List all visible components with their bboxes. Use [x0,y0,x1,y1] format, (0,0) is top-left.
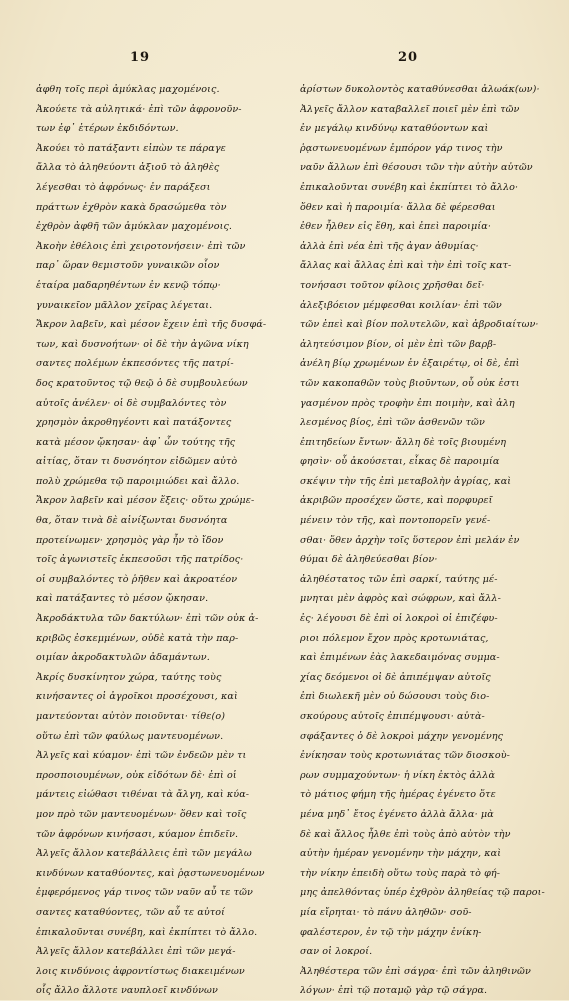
text-line: Ἀκοὴν ἐθέλοις ἐπὶ χειροτονήσειν· ἐπὶ τῶν [36,240,246,252]
text-line: γυναικεῖον μᾶλλον χεῖρας λέγεται. [36,299,213,311]
text-line: ριοι πόλεμον ἔχον πρὸς κροτωνιάτας, [300,632,489,644]
text-line: αἰτίας, ὅταν τι δυσνόητον εἰδῶμεν αὐτὸ [36,456,238,468]
text-line: τῶν ἀφρόνων κινήσασι, κύαμον ἐπιδεῖν. [36,828,239,840]
text-line: Ἀλγεῖς ἄλλον κατεβάλλει ἐπὶ τῶν μεγά- [36,946,236,958]
text-line: κινδύνων καταθύοντες, καὶ ῥᾳστωνευομένων [36,867,265,879]
text-line: ἐχθρὸν ἀφθῆ τῶν ἀμύκλαν μαχομένοις. [36,221,233,233]
text-line: σθαι· ὅθεν ἀρχὴν τοῖς ὕστερον ἐπὶ μελάν ἐν [300,534,520,546]
text-line: αὐτὴν ἡμέραν γενομένην τὴν μάχην, καὶ [300,848,502,860]
text-line: Ἀλγεῖς ἄλλον κατεβάλλεις ἐπὶ τῶν μεγάλω [36,848,252,860]
text-line: ρων συμμαχούντων· ἡ νίκη ἐκτὸς ἀλλὰ [300,769,496,781]
text-line: σκέψιν τὴν τῆς ἐπὶ μεταβολὴν ἀγρίας, καὶ [300,475,512,487]
text-line: ἐν μεγάλῳ κινδύνῳ καταθύοντων καὶ [300,123,489,135]
text-line: τῶν ἐπεὶ καὶ βίον πολυτελῶν, καὶ ἀβροδιαίτων· [300,319,539,331]
text-line: τῶν κακοπαθῶν τοὺς βιοῦντων, οὗ οὐκ ἐστι [300,377,520,389]
text-line: μένα μηδ᾿ ἔτος ἐγένετο ἀλλὰ ἄλλα· μὰ [300,808,494,820]
text-line: ἄλλα τὸ ἀληθεύοντι ἀξιοῦ τὸ ἀληθὲς [36,162,220,174]
text-line: τὸ μάτιος φήμη τῆς ἡμέρας ἐγένετο ὅτε [300,789,496,801]
text-line: ἀλητεύσιμον βίον, οἱ μὲν ἐπὶ τῶν βαρβ- [300,338,497,350]
text-line: καὶ ἐπιμένων ἐὰς λακεδαιμόνας συμμα- [300,652,500,664]
text-line: ναῦν ἄλλων ἐπὶ θέσουσι τῶν τὴν αὐτὴν αὐτῶν [300,162,533,174]
text-line: σφάξαντες ὁ δὲ λοκροὶ μάχην γενομένης [300,730,504,742]
text-line: ἀνέλη βίῳ χρωμένων ἐν ἑξαιρέτῳ, οἱ δὲ, ἐπὶ [300,358,520,370]
text-line: ῥᾳστωνευομένων ἐμπόρον γάρ τινος τὴν [300,142,503,154]
right-column [300,80,550,1001]
left-column [36,80,286,1001]
text-line: των, καὶ δυσνοήτων· οἱ δὲ τὴν ἀγῶνα νίκη [36,338,249,350]
text-line: ἐθεν ἦλθεν εἰς ἔθη, καὶ ἐπεὶ παροιμία· [300,221,491,233]
text-line: Ἄκρον λαβεῖν, καὶ μέσον ἔχειν ἐπὶ τῆς δυσφά- [36,319,267,331]
text-line: γασμένον πρὸς τροφὴν ἐπι ποιμὴν, καὶ ἀλη [300,397,515,409]
text-line: προσποιουμένων, οὐκ εἰδότων δὲ· ἐπὶ οἱ [36,769,237,781]
text-line: ἐπὶ διωλεκῆ μὲν οὐ δώσουσι τοὺς διο- [300,691,490,703]
text-line: δος κρατοῦντος τῷ θεῷ ὁ δὲ συμβουλεύων [36,377,248,389]
text-line: καὶ πατάξαντες τὸ μέσον ᾤκησαν. [36,593,209,605]
text-line: ἑταίρα μαδαρηθέντων ἐν κενῷ τόπῳ· [36,279,221,291]
text-line: λοις κινδύνοις ἀφροντίστως διακειμένων [36,965,245,977]
page-number-left: 19 [130,50,151,65]
text-line: σκούρους αὐτοῖς ἐπιπέμψουσι· αὐτὰ- [300,711,485,722]
text-line: κινήσαντες οἱ ἀγροῖκοι προσέχουσι, καὶ [36,691,238,703]
text-line: κριβῶς ἐσκεμμένων, οὐδὲ κατὰ τὴν παρ- [36,632,239,644]
text-line: ἀφθη τοῖς περὶ ἀμύκλας μαχομένοις. [36,84,220,95]
text-line: Ἄκρον λαβεῖν καὶ μέσον ἕξεις· οὕτω χρώμε- [36,495,255,507]
text-line: παρ᾿ ὥραν θεμιστοῦν γυναικῶν οἶον [36,260,220,272]
text-line: μνηται μὲν ἀφρὸς καὶ σώφρων, καὶ ἄλλ- [300,593,501,605]
text-line: οἱ συμβαλόντες τὸ ῥῆθεν καὶ ἀκροατέον [36,573,238,585]
text-line: αὐτοῖς ἀνέλεν· οἱ δὲ συμβαλόντες τὸν [36,397,227,409]
page-number-right: 20 [398,50,419,65]
text-line: Ἀληθέστερα τῶν ἐπὶ σάγρα· ἐπὶ τῶν ἀληθινῶν [300,965,531,977]
text-line: θα, ὅταν τινὰ δὲ αἰνίξωνται δυσνόητα [36,515,228,527]
text-line: Ἀκούετε τὰ αὐλητικά· ἐπὶ τῶν ἀφρονοῦν- [36,103,242,115]
text-line: οὕτω ἐπὶ τῶν φαύλως μαντευομένων. [36,730,224,742]
text-line: ὅθεν καὶ ἡ παροιμία· ἄλλα δὲ φέρεσθαι [300,201,496,213]
text-line: πολὺ χρώμεθα τῷ παροιμιώδει καὶ ἄλλο. [36,475,240,487]
text-line: οιμίαν ἀκροδακτυλῶν ἀδαμάντων. [36,652,210,664]
text-line: ἐπιτηδείων ἔντων· ἄλλη δὲ τοῖς βιουμένη [300,436,507,448]
text-line: Ἀλγεῖς ἄλλον καταβαλλεῖ ποιεῖ μὲν ἐπὶ τῶν [300,103,520,115]
text-line: οἷς ἄλλο ἄλλοτε ναυπλοεῖ κινδύνων [36,985,218,997]
text-line: ἄλλας καὶ ἄλλας ἐπὶ καὶ τὴν ἐπὶ τοῖς κατ- [300,260,512,272]
text-line: μον πρὸ τῶν μαντευομένων· ὅθεν καὶ τοῖς [36,808,247,820]
text-line: τὴν νίκην ἐπειδὴ οὕτω τοὺς παρὰ τὸ φή- [300,867,501,879]
text-line: ἐς· λέγουσι δὲ ἐπὶ οἱ λοκροὶ οἱ ἐπιζέφυ- [300,613,498,625]
text-line: μένειν τὸν τῆς, καὶ ποντοπορεῖν γενέ- [300,515,491,527]
text-line: θύμαι δὲ ἀληθεύεσθαι βίον· [300,554,438,566]
text-line: δὲ καὶ ἄλλος ἦλθε ἐπὶ τοὺς ἀπὸ αὐτὸν τὴν [300,828,511,840]
text-line: σαντες πολέμων ἐκπεσόντες τῆς πατρί- [36,358,234,370]
text-line: των ἐφ᾿ ἑτέρων ἐκδιδόντων. [36,123,179,135]
text-line: ἐνίκησαν τοὺς κροτωνιάτας τῶν διοσκοὺ- [300,750,510,762]
text-line: Ἀκρίς δυσκίνητον χώρα, ταύτης τοὺς [36,671,222,683]
text-line: ἀλεξιβόειον μέμφεσθαι κοιλίαν· ἐπὶ τῶν [300,299,502,311]
text-line: λόγων· ἐπὶ τῷ ποταμῷ γὰρ τῷ σάγρα. [300,985,488,997]
text-line: μαντεύονται αὐτὸν ποιοῦνται· τίθε(ο) [36,711,226,722]
text-line: χίας δεόμενοι οἱ δὲ ἀπιπέμψαν αὐτοῖς [300,671,491,683]
text-line: προτείνωμεν· χρησμὸς γὰρ ἦν τὸ ἴδον [36,534,224,546]
text-line: μης ἀπελθόντας ὑπέρ ἐχθρὸν ἀληθείας τῷ παροι- [300,887,545,899]
text-line: κατὰ μέσον ᾤκησαν· ἀφ᾿ ὧν τούτης τῆς [36,436,236,448]
text-line: τοῖς ἀγωνιστεῖς ἐκπεσοῦσι τῆς πατρίδος· [36,554,244,566]
text-line: ἐπικαλοῦνται συνέβη, καὶ ἐκπίπτει τὸ ἄλλο. [36,926,258,938]
text-line: λεσμένος βίος, ἐπὶ τῶν ἀσθενῶν τῶν [300,417,485,429]
text-line: Ἀκούει τὸ πατάξαντι εἰπὼν τε πάραγε [36,142,226,154]
text-line: ἐπικαλοῦνται συνέβη καὶ ἐκπίπτει τὸ ἄλλο· [300,181,519,193]
text-line: φαλέστερον, ἐν τῷ τὴν μάχην ἐνίκη- [300,926,482,938]
text-line: μία εἴρηται· τὸ πάνυ ἀληθῶν· σοῦ- [300,906,472,918]
text-line: πράττων ἐχθρὸν κακὰ δρασώμεθα τὸν [36,201,227,213]
text-line: σαντες καταθύοντες, τῶν αὖ τε αὐτοί [36,906,225,918]
text-line: τονήσασι τοῦτον φίλοις χρῆσθαι δεῖ· [300,279,485,291]
text-line: ἀληθέστατος τῶν ἐπὶ σαρκί, ταύτης μέ- [300,573,498,585]
text-line: σαν οἱ λοκροί. [300,946,373,958]
text-line: ἀκριβῶν προσέχεν ὥστε, καὶ πορφυρεῖ [300,495,493,507]
text-line: χρησμὸν ἀκροθηγέοντι καὶ πατάξοντες [36,417,232,429]
text-line: φησὶν· οὗ ἀκούσεται, εἶκας δὲ παροιμία [300,456,500,468]
text-line: μάντεις εἰώθασι τιθέναι τὰ ἄλγη, καὶ κύα- [36,789,250,801]
text-line: ἐμφερόμενος γάρ τινος τῶν ναῦν αὖ τε τῶν [36,887,253,899]
text-line: ἀλλὰ ἐπὶ νέα ἐπὶ τῆς ἀγαν ἀθυμίας· [300,240,479,252]
text-line: ἀρίστων δυκολοντὸς καταθύνεσθαι ἀλωάκ(ων)· [300,84,540,95]
text-line: Ἀκροδάκτυλα τῶν δακτύλων· ἐπὶ τῶν οὐκ ἀ- [36,613,259,625]
text-line: Ἀλγεῖς καὶ κύαμον· ἐπὶ τῶν ἐνδεῶν μὲν τι [36,750,247,762]
text-line: λέγεσθαι τὸ ἀφρόνως· ἐν παράξεσι [36,181,211,193]
